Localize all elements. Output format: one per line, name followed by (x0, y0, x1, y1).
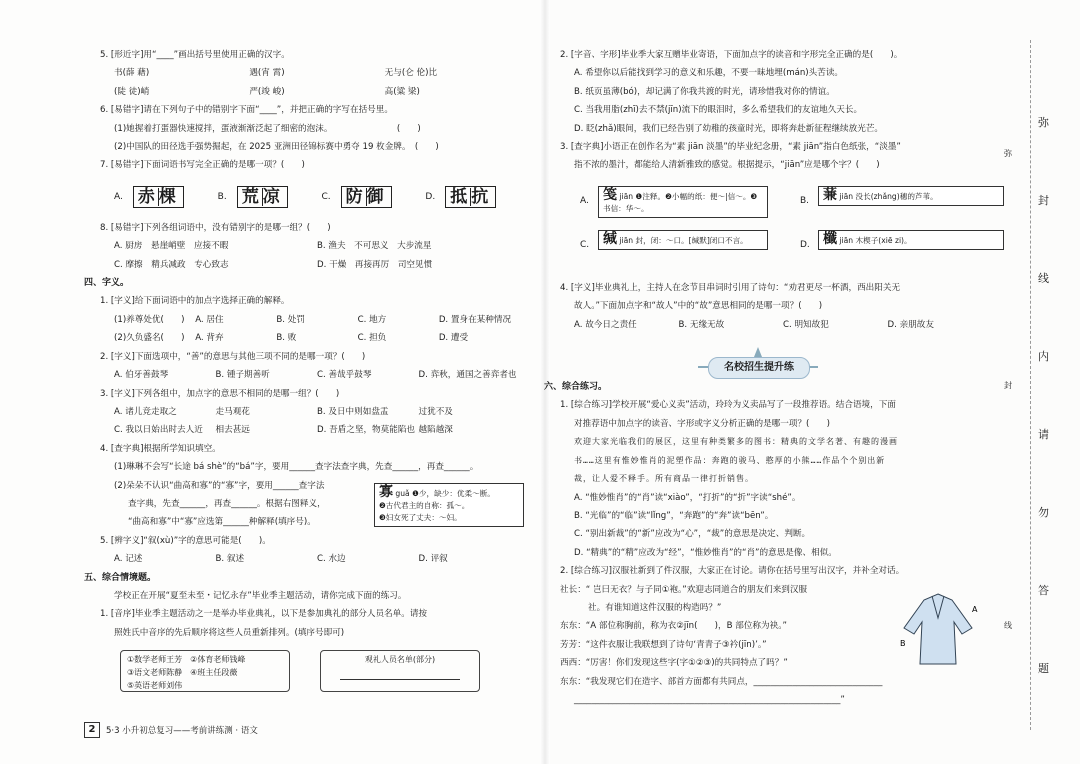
question-line: 1. [综合练习]学校开展“爱心义卖”活动，玲玲为义卖品写了一段推荐语。结合语境，下面 (560, 400, 896, 411)
staff-line: ①数学老师王芳 ②体育老师钱峰 (127, 655, 246, 664)
left-column (84, 46, 520, 642)
seal-char: 内 (1038, 350, 1049, 363)
gua-def-1: ❶少，缺少：优柔～断。 (412, 489, 495, 498)
seal-char: 封 (1038, 194, 1049, 207)
section-heading: 四、字义。 (84, 278, 130, 289)
option-cell: 走马观花 (215, 406, 250, 417)
gua-def-2: ❷古代君主的自称：孤～。 (379, 501, 470, 510)
question-line (100, 237, 520, 255)
dictionary-entry[interactable] (818, 186, 1004, 206)
question-line: 4. [查字典]根据所学知识填空。 (100, 443, 221, 454)
option-cell: D. 置身在某种情况 (438, 314, 512, 325)
section-heading: 六、综合练习。 (544, 382, 608, 393)
option-label: A. (114, 191, 123, 202)
gua-char: 寡 (379, 484, 393, 500)
q7-word-box[interactable] (133, 186, 184, 208)
q7-word-box[interactable] (341, 186, 392, 208)
answer-line[interactable] (340, 679, 460, 680)
option-cell: B. 处罚 (276, 314, 305, 325)
question-line: 2. [综合练习]汉服社新到了件汉服，大家正在讨论。请你在括号里写出汉字，并补全对话。 (560, 566, 905, 577)
word-char: 防 (345, 186, 369, 207)
dict-option-label: A. (580, 196, 589, 206)
question-line (100, 311, 520, 329)
question-line: B. “光临”的“临”读“lǐng”，“奔跑”的“奔”读“bēn”。 (574, 510, 774, 521)
question-line: (1)琳琳不会写“长途 bá shè”的“bá”字，要用______查字法查字典，先查______，再查______。 (114, 462, 479, 473)
section-heading: 五、综合情境题。 (84, 572, 157, 583)
question-line: 5. [辨字义]“叙(xù)”字的意思可能是( )。 (100, 535, 271, 546)
option-cell: C. 水边 (317, 554, 346, 565)
seal-char: 勿 (1038, 506, 1049, 519)
option-cell: A. 记述 (114, 554, 143, 565)
word-char: 凉 (262, 186, 286, 207)
option-cell: D. 评叙 (418, 554, 448, 565)
hanfu-illustration (898, 588, 978, 668)
attendee-list-box (320, 650, 480, 692)
page-footer (84, 722, 258, 738)
question-line: 社长：“ 岂曰无衣？与子同①袍。”欢迎志同道合的朋友们来到汉服 (560, 584, 808, 595)
question-line (100, 421, 520, 439)
option-cell: 严(竣 峻) (249, 86, 285, 97)
question-line (100, 329, 520, 347)
question-line: 东东：“我发现它们在造字、部首方面都有共同点，______________________________ (560, 676, 883, 687)
option-cell: A. 背弃 (195, 333, 224, 344)
entry-definition: jiān ❶注释。❷小幅的纸：便～|信～。❸书信：华～。 (603, 192, 758, 213)
question-line (100, 550, 520, 568)
question-line: 东东：“A 部位称胸前，称为衣②jīn( )，B 部位称为袂。” (560, 621, 787, 632)
question-line: 7. [易错字]下面词语书写完全正确的是哪一项？( ) (100, 160, 305, 171)
seal-char-small: 弥 (1004, 149, 1012, 158)
entry-char: 櫼 (823, 231, 837, 247)
q7-word-box[interactable] (445, 186, 496, 208)
staff-line: ⑤英语老师刘伟 (127, 681, 183, 690)
question-line: 查字典，先查______，再查______。根据右图释义， (128, 498, 326, 509)
question-line: A. “惟妙惟肖”的“肖”读“xiào”，“打折”的“折”字读“shé”。 (574, 492, 801, 503)
question-line: 学校正在开展“夏至未至・记忆永存”毕业季主题活动，请你完成下面的练习。 (114, 590, 407, 601)
option-cell: B. 渔夫 不可思义 大步流星 (317, 241, 432, 252)
section-banner (698, 345, 818, 385)
question-line: 4. [字义]毕业典礼上，主持人在念节目串词时引用了诗句：“劝君更尽一杯酒，西出阳关无 (560, 282, 901, 293)
dictionary-entry[interactable] (598, 186, 768, 218)
question-line: D. “精典”的“精”应改为“经”，“惟妙惟肖”的“肖”的意思是像、相似。 (574, 547, 837, 558)
question-line: 社。有谁知道这件汉服的构造吗？” (588, 602, 722, 613)
gua-def-3: ❸妇女死了丈夫：～妇。 (379, 513, 462, 522)
option-cell: C. 摩擦 精兵减政 专心致志 (114, 259, 229, 270)
question-line: 西西：“厉害！你们发现这些字(字①②③)的共同特点了吗？” (560, 658, 788, 669)
dict-option-label: B. (800, 196, 810, 206)
option-cell: D. 吾盾之坚，物莫能陷也 (317, 425, 416, 436)
seal-char: 线 (1038, 272, 1049, 285)
question-line: (2)中国队的田径选手强势掘起，在 2025 亚洲田径锦标赛中勇夺 19 枚金牌。 ( ) (114, 142, 439, 153)
option-cell: 相去甚远 (215, 425, 250, 436)
robe-label-a: A (972, 605, 978, 614)
option-cell: 过犹不及 (418, 406, 453, 417)
dict-option-label: C. (580, 240, 590, 250)
question-line: 1. [字义]给下面词语中的加点字选择正确的解释。 (100, 296, 290, 307)
page-number: 2 (84, 722, 100, 738)
option-cell: 无与(仑 伦)比 (384, 68, 438, 79)
question-line: B. 纸页虽薄(bó)，却记满了你我共渡的时光，请珍惜我对你的情谊。 (574, 86, 835, 97)
word-char: 棵 (158, 186, 182, 207)
question-line: 芳芳：“这件衣服让我联想到了诗句‘青青子③衿(jīn)’。” (560, 639, 767, 650)
option-cell: 越陷越深 (418, 425, 453, 436)
gua-pinyin: guǎ (395, 489, 410, 498)
word-char: 抵 (450, 186, 474, 207)
option-cell: A. 伯牙善鼓琴 (114, 370, 169, 381)
seal-char: 请 (1038, 428, 1049, 441)
entry-definition: jiān 封，闭：～口。[缄默]闭口不言。 (619, 236, 748, 245)
footer-title: 5·3 小升初总复习——考前讲练测 · 语文 (106, 726, 258, 736)
option-cell: C. 善哉乎鼓琴 (317, 370, 372, 381)
dictionary-entry-gua (374, 483, 524, 527)
question-line: 2. [字义]下面选项中，“善”的意思与其他三项不同的是哪一项？( ) (100, 351, 366, 362)
robe-label-b: B (900, 639, 906, 648)
option-cell: B. 锺子期善听 (215, 370, 270, 381)
question-line: 5. [形近字]用“____”画出括号里使用正确的汉字。 (100, 50, 290, 60)
option-cell: 书(薛 藉) (114, 68, 150, 79)
option-label: D. (425, 191, 436, 202)
option-cell: A. 诸儿竞走取之 (114, 406, 177, 417)
option-cell: D. 干燥 再接再厉 司空见惯 (317, 259, 433, 270)
question-line (100, 366, 520, 384)
staff-list-box (120, 650, 290, 692)
option-cell: A. 故今日之责任 (574, 319, 637, 330)
option-cell: 遇(宵 霄) (249, 68, 285, 79)
question-line: 对推荐语中加点字的读音、字形或字义分析正确的是哪一项？( ) (574, 418, 830, 429)
entry-char: 缄 (603, 231, 617, 247)
question-line: A. 希望你以后能找到学习的意义和乐趣，不要一昧地埋(mán)头苦读。 (574, 68, 844, 79)
dictionary-entry[interactable] (598, 230, 768, 250)
entry-definition: jiān 没长(zhǎng)穗的芦苇。 (839, 192, 938, 201)
question-line (560, 316, 992, 334)
option-cell: A. 居住 (195, 314, 224, 325)
question-line: (1)她握着打蛋器快速搅拌，蛋液渐渐泛起了细密的泡沫。 ( ) (114, 123, 421, 134)
option-cell: D. 弈秋，通国之善弈者也 (418, 370, 517, 381)
question-line (100, 403, 520, 421)
option-cell: C. 担负 (357, 333, 387, 344)
option-cell: B. 及日中则如盘盂 (317, 406, 389, 417)
question-line: 故人。”下面加点字和“故人”中的“故”意思相同的是哪一项？( ) (574, 301, 823, 312)
question-line: 照姓氏中音序的先后顺序将这些人员重新排列。(填序号即可) (114, 627, 345, 638)
seal-char: 答 (1038, 584, 1049, 597)
staff-line: ③语文老师陈静 ④班主任段薇 (127, 668, 238, 677)
dict-option-label: D. (800, 240, 810, 250)
option-cell: B. 叙述 (215, 554, 245, 565)
question-line (100, 256, 520, 274)
word-char: 御 (366, 186, 390, 207)
question-line: 3. [字义]下列各组中，加点字的意思不相同的是哪一组？( ) (100, 388, 340, 399)
q7-word-box[interactable] (237, 186, 288, 208)
question-line: 8. [易错字]下列各组词语中，没有错别字的是哪一组？( ) (100, 222, 331, 233)
option-cell: (陡 徒)峭 (114, 86, 150, 97)
question-line: C. 当我用脂(zhī)去不禁(jīn)流下的眼泪时，多么希望我们的友谊地久天长。 (574, 105, 863, 116)
question-line: 2. [字音、字形]毕业季大家互赠毕业寄语，下面加点字的读音和字形完全正确的是( )。 (560, 50, 903, 60)
entry-char: 蒹 (823, 187, 837, 203)
question-line: 指不浓的墨汁，都能给人清新雅致的感觉。根据提示，“jiān”应是哪个字？( ) (574, 160, 880, 171)
option-cell: 高(粱 梁) (384, 86, 420, 97)
banner-title: 名校招生提升练 (708, 357, 810, 379)
option-cell: (2)久负盛名( ) (114, 333, 185, 344)
option-label: B. (217, 191, 227, 202)
option-cell: A. 厨房 悬崖峭壁 应接不暇 (114, 241, 229, 252)
option-cell: C. 明知故犯 (783, 319, 829, 330)
seal-char: 弥 (1038, 116, 1049, 129)
seal-line (1030, 40, 1032, 730)
question-line: 1. [音序]毕业季主题活动之一是举办毕业典礼，以下是参加典礼的部分人员名单。请按 (100, 609, 428, 620)
question-line: (2)朵朵不认识“曲高和寡”的“寡”字，要用______查字法 (114, 480, 325, 491)
question-line: “曲高和寡”中“寡”应选第______种解释(填序号)。 (128, 517, 316, 528)
option-label: C. (321, 191, 331, 202)
option-cell: D. 亲朋故友 (887, 319, 934, 330)
word-char: 抗 (471, 186, 495, 207)
option-cell: (1)养尊处优( ) (114, 314, 185, 325)
seal-line-column (1004, 40, 1060, 730)
question-line: 6. [易错字]请在下列句子中的错别字下面“____”，并把正确的字写在括号里。 (100, 105, 393, 116)
entry-char: 笺 (603, 187, 617, 203)
question-line: D. 眨(zhǎ)眼间，我们已经告别了幼稚的孩童时光，即将奔赴新征程继续放光芒。 (574, 123, 884, 134)
dictionary-entry[interactable] (818, 230, 1004, 250)
option-cell: C. 我以日始出时去人近 (114, 425, 203, 436)
question-line (100, 64, 520, 82)
q7-options (114, 179, 520, 215)
word-char: 荒 (241, 186, 265, 207)
question-line: ______________________________________________________________” (574, 694, 845, 705)
section-heading: 书……这里有惟妙惟肖的泥塑作品：奔跑的骏马、憨厚的小熊……作品个个别出新 (574, 455, 886, 465)
option-cell: D. 遭受 (438, 333, 469, 344)
entry-definition: jiān 木楔子(xiē zi)。 (839, 236, 912, 245)
section-heading: 裁，让人爱不释手。所有商品一律打折销售。 (574, 474, 754, 484)
word-char: 赤 (137, 186, 161, 207)
option-cell: C. 地方 (357, 314, 387, 325)
attendee-list-title: 观礼人员名单(部分) (364, 655, 436, 664)
question-line: 3. [查字典]小语正在创作名为“素 jiān 淡墨”的毕业纪念册，“素 jiān”指白色纸张，“淡墨” (560, 142, 901, 153)
section-heading: 欢迎大家光临我们的展区，这里有种类繁多的图书：精典的文学名著、有趣的漫画 (574, 437, 898, 447)
option-cell: B. 无缘无故 (678, 319, 725, 330)
seal-char: 题 (1038, 662, 1049, 675)
question-line (100, 83, 520, 101)
option-cell: B. 败 (276, 333, 297, 344)
seal-char-small: 线 (1004, 621, 1012, 630)
seal-char-small: 封 (1004, 381, 1012, 390)
question-line: C. “别出新裁”的“新”应改为“心”，“裁”的意思是决定、判断。 (574, 529, 811, 540)
